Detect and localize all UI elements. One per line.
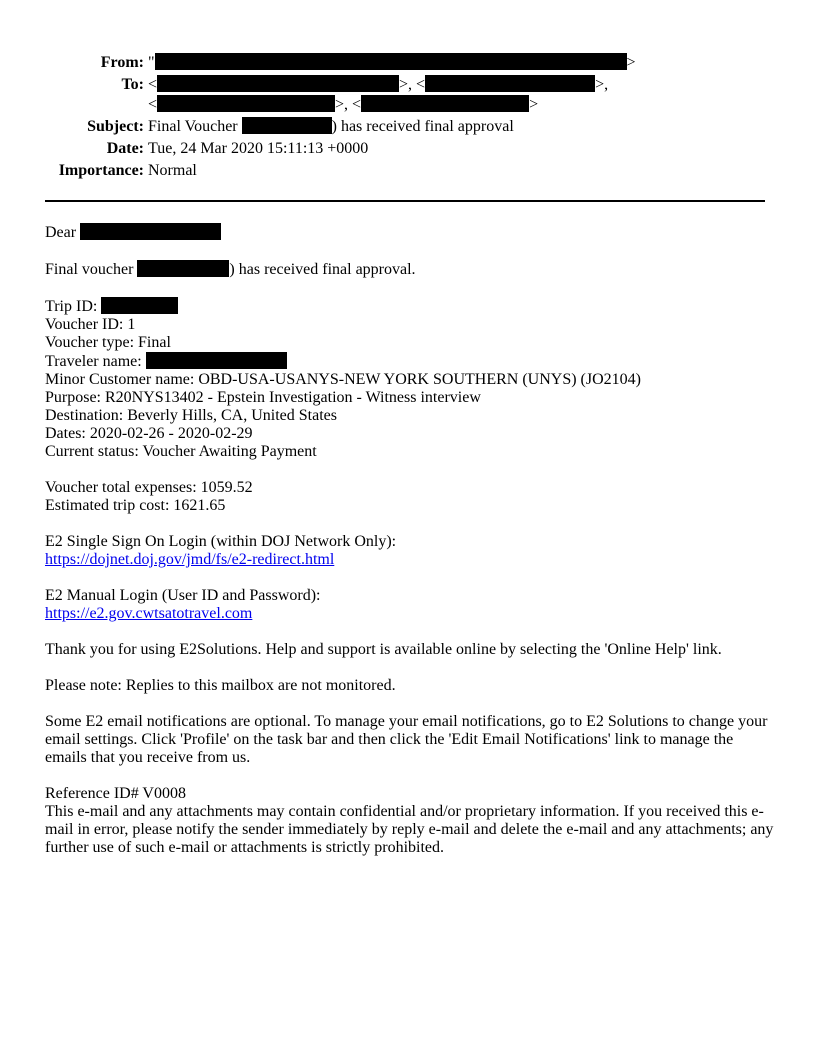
subject-prefix: Final Voucher [148, 118, 238, 135]
to-value-line2 [148, 95, 538, 115]
importance-value: Normal [148, 162, 197, 179]
redacted-trip-id [101, 297, 178, 314]
email-body [45, 223, 775, 857]
subject-value [148, 117, 514, 137]
subject-suffix: ) has received final approval [331, 118, 514, 135]
to-value-line1 [148, 75, 608, 95]
manual-login-link[interactable]: https://e2.gov.cwtsatotravel.com [45, 605, 253, 622]
to-line1-close: >, [595, 76, 609, 93]
intro-suffix: ) has received final approval. [229, 261, 416, 278]
intro-line [45, 260, 775, 279]
traveler-name-line [45, 352, 775, 371]
greeting: Dear [45, 224, 77, 241]
to-separator-1: >, < [399, 76, 426, 93]
to-row-continued [0, 95, 816, 117]
header-divider [45, 200, 765, 202]
current-status: Current status: Voucher Awaiting Payment [45, 443, 317, 460]
subject-row [0, 117, 816, 139]
redacted-traveler-name [146, 352, 287, 369]
redacted-recipient-4 [361, 95, 529, 112]
confidentiality-disclaimer: This e-mail and any attachments may contain confidential and/or proprietary information. If you received this e-mail in error, please notify the sender immediately by reply e-mail and delete the e-mail and any attachments; any further use of such e-mail or attachments is strictly prohibited. [45, 803, 774, 856]
from-close: > [626, 54, 636, 71]
redacted-recipient-2 [425, 75, 595, 92]
thank-you-text: Thank you for using E2Solutions. Help and support is available online by selecting the 'Online Help' link. [45, 641, 722, 658]
traveler-label: Traveler name: [45, 353, 142, 370]
date-row [0, 139, 816, 161]
to-row [0, 75, 816, 95]
voucher-total-expenses: Voucher total expenses: 1059.52 [45, 479, 253, 496]
trip-id-line [45, 297, 775, 316]
minor-customer-name: Minor Customer name: OBD-USA-USANYS-NEW YORK SOUTHERN (UNYS) (JO2104) [45, 371, 641, 388]
greeting-line [45, 223, 775, 242]
purpose: Purpose: R20NYS13402 - Epstein Investigation - Witness interview [45, 389, 481, 406]
intro-prefix: Final voucher [45, 261, 134, 278]
voucher-id: Voucher ID: 1 [45, 316, 136, 333]
to-open-2: < [148, 96, 158, 113]
redacted-recipient-1 [157, 75, 399, 92]
redacted-voucher-number [242, 117, 332, 134]
no-reply-note: Please note: Replies to this mailbox are not monitored. [45, 677, 396, 694]
destination: Destination: Beverly Hills, CA, United States [45, 407, 337, 424]
sso-login-link[interactable]: https://dojnet.doj.gov/jmd/fs/e2-redirect.html [45, 551, 335, 568]
subject-label: Subject: [87, 118, 144, 135]
redacted-sender [155, 53, 627, 70]
voucher-type: Voucher type: Final [45, 334, 171, 351]
email-header [0, 53, 816, 183]
to-label: To: [121, 76, 144, 93]
to-line2-close: > [529, 96, 539, 113]
dates: Dates: 2020-02-26 - 2020-02-29 [45, 425, 253, 442]
trip-id-label: Trip ID: [45, 298, 98, 315]
notifications-paragraph: Some E2 email notifications are optional. To manage your email notifications, go to E2 Solutions to change your email settings. Click 'Profile' on the task bar and then click the 'Edit Email Notifications' link to manage the emails that you receive from us. [45, 713, 768, 766]
to-open: < [148, 76, 158, 93]
redacted-recipient-3 [157, 95, 335, 112]
redacted-recipient-name [80, 223, 221, 240]
from-value [148, 53, 636, 73]
from-label: From: [100, 54, 144, 71]
importance-label: Importance: [58, 162, 144, 179]
date-value: Tue, 24 Mar 2020 15:11:13 +0000 [148, 140, 369, 157]
from-open-quote: " [148, 54, 155, 71]
from-row [0, 53, 816, 75]
to-separator-2: >, < [335, 96, 362, 113]
manual-login-label: E2 Manual Login (User ID and Password): [45, 587, 321, 604]
redacted-voucher-number-body [137, 260, 229, 277]
importance-row [0, 161, 816, 183]
sso-login-label: E2 Single Sign On Login (within DOJ Network Only): [45, 533, 397, 550]
estimated-trip-cost: Estimated trip cost: 1621.65 [45, 497, 226, 514]
date-label: Date: [106, 140, 144, 157]
reference-id: Reference ID# V0008 [45, 785, 186, 802]
